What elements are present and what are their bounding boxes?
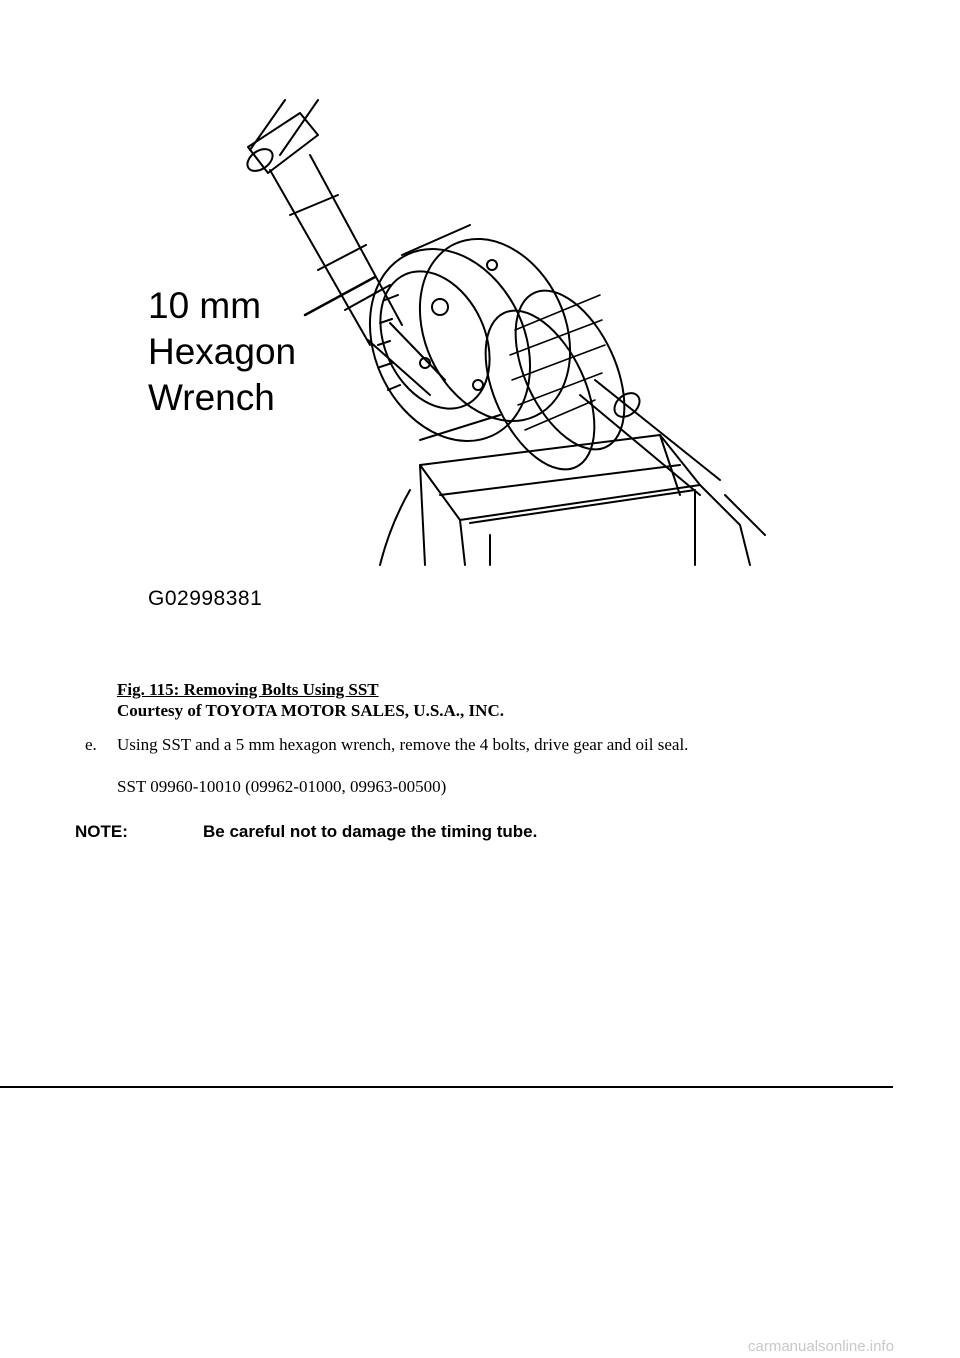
step-marker: e. — [85, 735, 97, 754]
watermark: carmanualsonline.info — [748, 1338, 894, 1355]
callout-label-hexagon-wrench: 10 mm Hexagon Wrench — [148, 285, 297, 418]
figure-caption — [117, 679, 504, 721]
note-label: NOTE: — [75, 822, 128, 841]
note — [75, 822, 537, 842]
step-text: Using SST and a 5 mm hexagon wrench, remove the 4 bolts, drive gear and oil seal. — [117, 735, 689, 754]
note-text: Be careful not to damage the timing tube. — [203, 822, 538, 841]
footer-rule — [0, 1086, 893, 1088]
procedure-step — [85, 734, 688, 756]
sst-reference: SST 09960-10010 (09962-01000, 09963-00500) — [117, 777, 447, 796]
figure-title: Fig. 115: Removing Bolts Using SST — [117, 680, 379, 699]
figure-courtesy: Courtesy of TOYOTA MOTOR SALES, U.S.A., INC. — [117, 701, 504, 720]
figure-code: G02998381 — [148, 587, 263, 610]
